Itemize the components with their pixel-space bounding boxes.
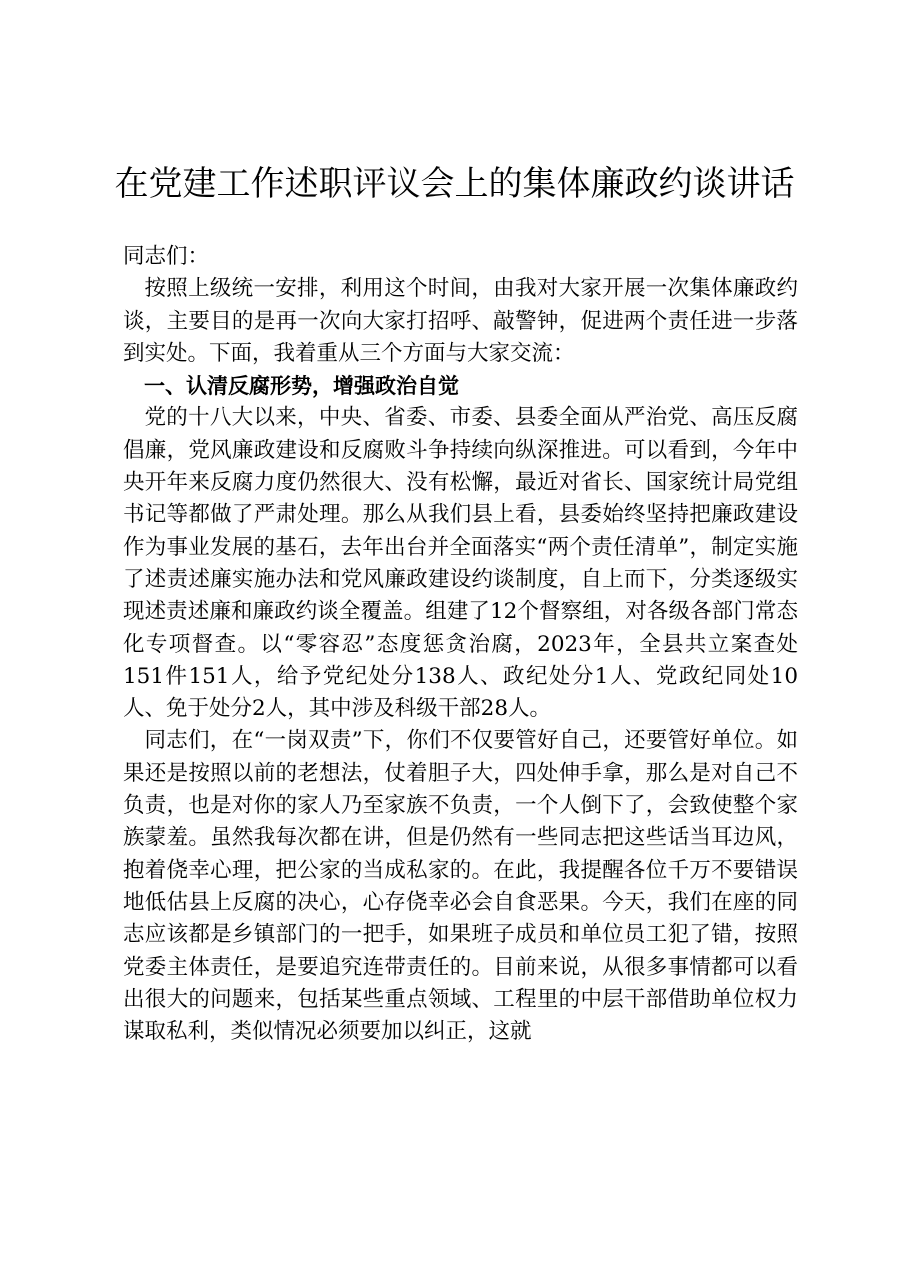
- intro-paragraph: 按照上级统一安排，利用这个时间，由我对大家开展一次集体廉政约谈，主要目的是再一次向大家打招呼、敲警钟，促进两个责任进一步落到实处。下面，我着重从三个方面与大家交流：: [123, 276, 798, 366]
- body-paragraph: 同志们，在“一岗双责”下，你们不仅要管好自己，还要管好单位。如果还是按照以前的老想法，仗着胆子大，四处伸手拿，那么是对自己不负责，也是对你的家人乃至家族不负责，一个人倒下了，会致使整个家族蒙羞。虽然我每次都在讲，但是仍然有一些同志把这些话当耳边风，抱着侥幸心理，把公家的当成私家的。在此，我提醒各位千万不要错误地低估县上反腐的决心，心存侥幸必会自食恶果。今天，我们在座的同志应该都是乡镇部门的一把手，如果班子成员和单位员工犯了错，按照党委主体责任，是要追究连带责任的。目前来说，从很多事情都可以看出很大的问题来，包括某些重点领域、工程里的中层干部借助单位权力谋取私利，类似情况必须要加以纠正，这就: [123, 728, 798, 1045]
- section-heading: 一、认清反腐形势，增强政治自觉: [144, 374, 459, 399]
- body-paragraph: 党的十八大以来，中央、省委、市委、县委全面从严治党、高压反腐倡廉，党风廉政建设和反腐败斗争持续向纵深推进。可以看到，今年中央开年来反腐力度仍然很大、没有松懈，最近对省长、国家统计局党组书记等都做了严肃处理。那么从我们县上看，县委始终坚持把廉政建设作为事业发展的基石，去年出台并全面落实“两个责任清单”，制定实施了述责述廉实施办法和党风廉政建设约谈制度，自上而下，分类逐级实现述责述廉和廉政约谈全覆盖。组建了12个督察组，对各级各部门常态化专项督查。以“零容忍”态度惩贪治腐，2023年，全县共立案查处151件151人，给予党纪处分138人、政纪处分1人、党政纪同处10人、免于处分2人，其中涉及科级干部28人。: [123, 405, 798, 722]
- document-body: [123, 241, 798, 1048]
- document-title: 在党建工作述职评议会上的集体廉政约谈讲话: [114, 164, 795, 204]
- salutation: 同志们：: [123, 244, 210, 269]
